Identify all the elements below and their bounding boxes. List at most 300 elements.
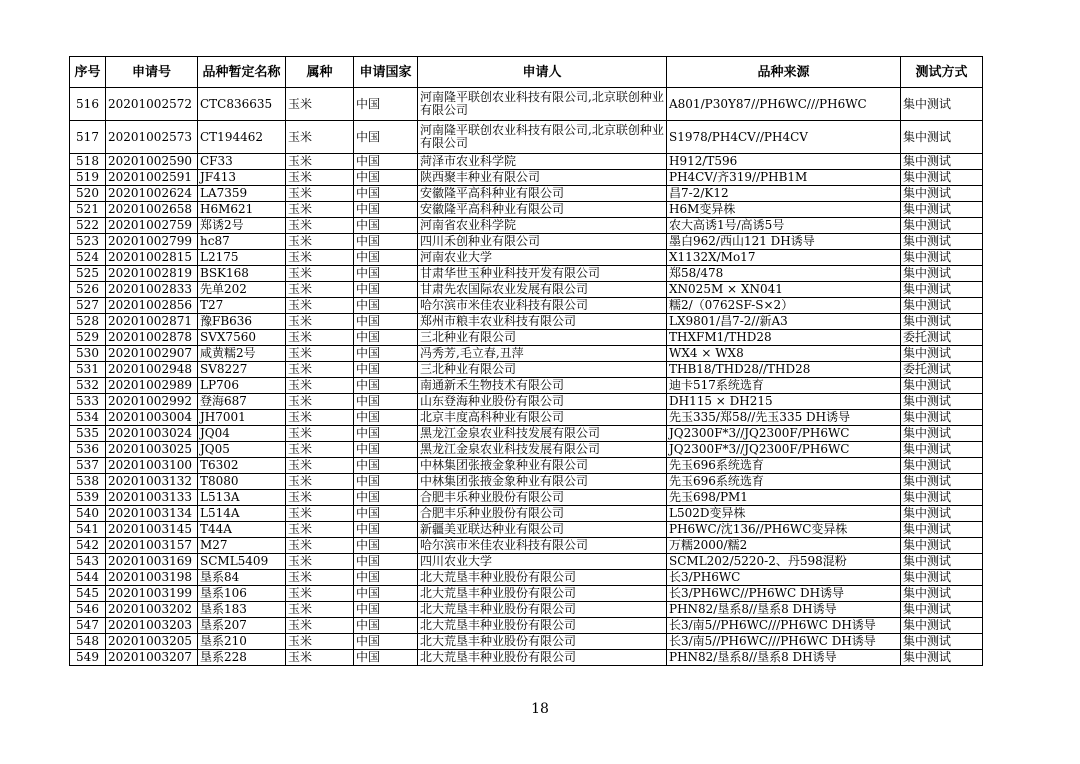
cell-genus: 玉米 <box>286 586 354 602</box>
cell-applicant: 合肥丰乐种业股份有限公司 <box>418 490 667 506</box>
cell-test-method: 集中测试 <box>901 602 983 618</box>
cell-seq: 546 <box>70 602 106 618</box>
cell-test-method: 集中测试 <box>901 442 983 458</box>
cell-genus: 玉米 <box>286 426 354 442</box>
cell-test-method: 集中测试 <box>901 234 983 250</box>
cell-genus: 玉米 <box>286 362 354 378</box>
cell-application-number: 20201003132 <box>106 474 198 490</box>
cell-country: 中国 <box>354 346 418 362</box>
cell-variety-name: T27 <box>198 298 286 314</box>
table-row <box>70 154 983 170</box>
cell-variety-source: 先玉335/郑58//先玉335 DH诱导 <box>667 410 901 426</box>
cell-country: 中国 <box>354 602 418 618</box>
cell-variety-source: THB18/THD28//THD28 <box>667 362 901 378</box>
cell-test-method: 集中测试 <box>901 186 983 202</box>
cell-application-number: 20201003199 <box>106 586 198 602</box>
cell-test-method: 集中测试 <box>901 266 983 282</box>
cell-applicant: 河南省农业科学院 <box>418 218 667 234</box>
cell-genus: 玉米 <box>286 234 354 250</box>
cell-test-method: 集中测试 <box>901 154 983 170</box>
cell-country: 中国 <box>354 298 418 314</box>
cell-test-method: 委托测试 <box>901 330 983 346</box>
cell-seq: 533 <box>70 394 106 410</box>
cell-variety-source: JQ2300F*3//JQ2300F/PH6WC <box>667 426 901 442</box>
header-country: 申请国家 <box>354 57 418 88</box>
table-row <box>70 88 983 121</box>
cell-seq: 548 <box>70 634 106 650</box>
cell-applicant: 山东登海种业股份有限公司 <box>418 394 667 410</box>
cell-genus: 玉米 <box>286 490 354 506</box>
cell-test-method: 集中测试 <box>901 378 983 394</box>
cell-genus: 玉米 <box>286 474 354 490</box>
table-row <box>70 186 983 202</box>
table-row <box>70 474 983 490</box>
cell-test-method: 委托测试 <box>901 362 983 378</box>
cell-country: 中国 <box>354 586 418 602</box>
cell-applicant: 黑龙江金泉农业科技发展有限公司 <box>418 442 667 458</box>
cell-applicant: 河南农业大学 <box>418 250 667 266</box>
cell-variety-name: SCML5409 <box>198 554 286 570</box>
cell-seq: 530 <box>70 346 106 362</box>
table-row <box>70 586 983 602</box>
cell-applicant: 甘肃华世玉种业科技开发有限公司 <box>418 266 667 282</box>
cell-application-number: 20201002624 <box>106 186 198 202</box>
cell-variety-source: 墨白962/西山121 DH诱导 <box>667 234 901 250</box>
cell-applicant: 北大荒垦丰种业股份有限公司 <box>418 570 667 586</box>
cell-application-number: 20201002819 <box>106 266 198 282</box>
cell-test-method: 集中测试 <box>901 282 983 298</box>
table-row <box>70 538 983 554</box>
cell-test-method: 集中测试 <box>901 202 983 218</box>
cell-applicant: 北大荒垦丰种业股份有限公司 <box>418 618 667 634</box>
cell-variety-source: 长3/南5//PH6WC///PH6WC DH诱导 <box>667 618 901 634</box>
cell-variety-source: 先玉696系统选育 <box>667 458 901 474</box>
cell-country: 中国 <box>354 394 418 410</box>
cell-country: 中国 <box>354 186 418 202</box>
cell-variety-source: 迪卡517系统选育 <box>667 378 901 394</box>
cell-country: 中国 <box>354 250 418 266</box>
table-row <box>70 442 983 458</box>
cell-seq: 527 <box>70 298 106 314</box>
cell-application-number: 20201003025 <box>106 442 198 458</box>
cell-applicant: 北大荒垦丰种业股份有限公司 <box>418 602 667 618</box>
cell-genus: 玉米 <box>286 458 354 474</box>
cell-variety-source: XN025M × XN041 <box>667 282 901 298</box>
cell-variety-source: 郑58/478 <box>667 266 901 282</box>
cell-applicant: 河南隆平联创农业科技有限公司,北京联创种业有限公司 <box>418 88 667 121</box>
cell-application-number: 20201002948 <box>106 362 198 378</box>
cell-seq: 531 <box>70 362 106 378</box>
cell-variety-name: 咸黄糯2号 <box>198 346 286 362</box>
cell-variety-name: L513A <box>198 490 286 506</box>
cell-application-number: 20201002572 <box>106 88 198 121</box>
cell-country: 中国 <box>354 490 418 506</box>
cell-seq: 537 <box>70 458 106 474</box>
table-row <box>70 346 983 362</box>
cell-genus: 玉米 <box>286 330 354 346</box>
cell-test-method: 集中测试 <box>901 618 983 634</box>
table-row <box>70 250 983 266</box>
cell-application-number: 20201002590 <box>106 154 198 170</box>
cell-applicant: 黑龙江金泉农业科技发展有限公司 <box>418 426 667 442</box>
cell-test-method: 集中测试 <box>901 554 983 570</box>
cell-variety-source: H6M变异株 <box>667 202 901 218</box>
table-row <box>70 458 983 474</box>
cell-variety-source: PHN82/垦系8//垦系8 DH诱导 <box>667 602 901 618</box>
cell-country: 中国 <box>354 88 418 121</box>
cell-seq: 521 <box>70 202 106 218</box>
cell-applicant: 北京丰度高科种业有限公司 <box>418 410 667 426</box>
cell-country: 中国 <box>354 458 418 474</box>
cell-genus: 玉米 <box>286 154 354 170</box>
cell-test-method: 集中测试 <box>901 650 983 666</box>
cell-variety-name: 郑诱2号 <box>198 218 286 234</box>
cell-applicant: 北大荒垦丰种业股份有限公司 <box>418 650 667 666</box>
cell-test-method: 集中测试 <box>901 570 983 586</box>
table-body <box>70 88 983 666</box>
cell-variety-source: 糯2/（0762SF-S×2） <box>667 298 901 314</box>
cell-applicant: 陕西聚丰种业有限公司 <box>418 170 667 186</box>
cell-genus: 玉米 <box>286 554 354 570</box>
cell-genus: 玉米 <box>286 266 354 282</box>
cell-applicant: 中林集团张掖金象种业有限公司 <box>418 474 667 490</box>
cell-genus: 玉米 <box>286 88 354 121</box>
table-row <box>70 490 983 506</box>
cell-seq: 525 <box>70 266 106 282</box>
cell-test-method: 集中测试 <box>901 394 983 410</box>
cell-test-method: 集中测试 <box>901 298 983 314</box>
table-row <box>70 298 983 314</box>
cell-seq: 543 <box>70 554 106 570</box>
cell-applicant: 四川禾创种业有限公司 <box>418 234 667 250</box>
cell-application-number: 20201002833 <box>106 282 198 298</box>
cell-country: 中国 <box>354 442 418 458</box>
cell-variety-name: JF413 <box>198 170 286 186</box>
cell-seq: 524 <box>70 250 106 266</box>
cell-variety-source: WX4 × WX8 <box>667 346 901 362</box>
cell-applicant: 哈尔滨市米佳农业科技有限公司 <box>418 538 667 554</box>
cell-genus: 玉米 <box>286 282 354 298</box>
cell-variety-name: CTC836635 <box>198 88 286 121</box>
table-row <box>70 394 983 410</box>
cell-test-method: 集中测试 <box>901 170 983 186</box>
cell-application-number: 20201002871 <box>106 314 198 330</box>
cell-country: 中国 <box>354 170 418 186</box>
cell-applicant: 安徽隆平高科种业有限公司 <box>418 186 667 202</box>
cell-seq: 544 <box>70 570 106 586</box>
cell-test-method: 集中测试 <box>901 410 983 426</box>
cell-variety-name: hc87 <box>198 234 286 250</box>
cell-test-method: 集中测试 <box>901 250 983 266</box>
cell-country: 中国 <box>354 634 418 650</box>
cell-country: 中国 <box>354 202 418 218</box>
cell-seq: 549 <box>70 650 106 666</box>
table-row <box>70 282 983 298</box>
cell-genus: 玉米 <box>286 602 354 618</box>
cell-application-number: 20201003202 <box>106 602 198 618</box>
cell-application-number: 20201002992 <box>106 394 198 410</box>
cell-country: 中国 <box>354 218 418 234</box>
cell-genus: 玉米 <box>286 202 354 218</box>
cell-seq: 522 <box>70 218 106 234</box>
cell-test-method: 集中测试 <box>901 634 983 650</box>
cell-seq: 535 <box>70 426 106 442</box>
cell-application-number: 20201003145 <box>106 522 198 538</box>
cell-genus: 玉米 <box>286 442 354 458</box>
cell-variety-name: JH7001 <box>198 410 286 426</box>
table-row <box>70 506 983 522</box>
table-row <box>70 121 983 154</box>
cell-variety-name: M27 <box>198 538 286 554</box>
cell-genus: 玉米 <box>286 650 354 666</box>
cell-application-number: 20201002878 <box>106 330 198 346</box>
cell-genus: 玉米 <box>286 121 354 154</box>
cell-applicant: 北大荒垦丰种业股份有限公司 <box>418 634 667 650</box>
cell-country: 中国 <box>354 618 418 634</box>
cell-variety-source: PHN82/垦系8//垦系8 DH诱导 <box>667 650 901 666</box>
cell-applicant: 河南隆平联创农业科技有限公司,北京联创种业有限公司 <box>418 121 667 154</box>
cell-application-number: 20201003024 <box>106 426 198 442</box>
cell-test-method: 集中测试 <box>901 458 983 474</box>
table-row <box>70 570 983 586</box>
table-row <box>70 618 983 634</box>
cell-seq: 517 <box>70 121 106 154</box>
cell-variety-name: 垦系84 <box>198 570 286 586</box>
cell-country: 中国 <box>354 554 418 570</box>
cell-seq: 536 <box>70 442 106 458</box>
cell-variety-source: 长3/南5//PH6WC///PH6WC DH诱导 <box>667 634 901 650</box>
cell-application-number: 20201002907 <box>106 346 198 362</box>
cell-variety-source: PH6WC/沈136//PH6WC变异株 <box>667 522 901 538</box>
cell-test-method: 集中测试 <box>901 490 983 506</box>
table-row <box>70 634 983 650</box>
cell-country: 中国 <box>354 234 418 250</box>
cell-variety-name: T8080 <box>198 474 286 490</box>
cell-test-method: 集中测试 <box>901 88 983 121</box>
cell-seq: 539 <box>70 490 106 506</box>
table-row <box>70 522 983 538</box>
cell-country: 中国 <box>354 506 418 522</box>
cell-country: 中国 <box>354 266 418 282</box>
cell-application-number: 20201003207 <box>106 650 198 666</box>
cell-variety-name: H6M621 <box>198 202 286 218</box>
cell-seq: 547 <box>70 618 106 634</box>
cell-application-number: 20201002591 <box>106 170 198 186</box>
cell-country: 中国 <box>354 426 418 442</box>
cell-genus: 玉米 <box>286 250 354 266</box>
cell-genus: 玉米 <box>286 186 354 202</box>
cell-test-method: 集中测试 <box>901 522 983 538</box>
cell-test-method: 集中测试 <box>901 426 983 442</box>
cell-variety-source: 长3/PH6WC <box>667 570 901 586</box>
cell-test-method: 集中测试 <box>901 474 983 490</box>
cell-applicant: 北大荒垦丰种业股份有限公司 <box>418 586 667 602</box>
header-source: 品种来源 <box>667 57 901 88</box>
cell-application-number: 20201003205 <box>106 634 198 650</box>
cell-applicant: 合肥丰乐种业股份有限公司 <box>418 506 667 522</box>
cell-variety-name: CT194462 <box>198 121 286 154</box>
cell-variety-source: JQ2300F*3//JQ2300F/PH6WC <box>667 442 901 458</box>
cell-application-number: 20201003198 <box>106 570 198 586</box>
cell-variety-name: 豫FB636 <box>198 314 286 330</box>
cell-country: 中国 <box>354 570 418 586</box>
cell-application-number: 20201002815 <box>106 250 198 266</box>
cell-applicant: 三北种业有限公司 <box>418 362 667 378</box>
cell-genus: 玉米 <box>286 314 354 330</box>
cell-application-number: 20201002658 <box>106 202 198 218</box>
cell-variety-source: LX9801/昌7-2//新A3 <box>667 314 901 330</box>
cell-application-number: 20201003157 <box>106 538 198 554</box>
cell-country: 中国 <box>354 154 418 170</box>
cell-variety-name: 垦系207 <box>198 618 286 634</box>
cell-application-number: 20201003134 <box>106 506 198 522</box>
cell-country: 中国 <box>354 282 418 298</box>
cell-seq: 518 <box>70 154 106 170</box>
cell-variety-name: 垦系106 <box>198 586 286 602</box>
cell-genus: 玉米 <box>286 410 354 426</box>
cell-application-number: 20201003004 <box>106 410 198 426</box>
cell-test-method: 集中测试 <box>901 314 983 330</box>
cell-variety-name: 垦系228 <box>198 650 286 666</box>
cell-applicant: 郑州市粮丰农业科技有限公司 <box>418 314 667 330</box>
cell-country: 中国 <box>354 410 418 426</box>
table-row <box>70 234 983 250</box>
cell-seq: 532 <box>70 378 106 394</box>
cell-variety-name: L514A <box>198 506 286 522</box>
cell-seq: 519 <box>70 170 106 186</box>
cell-genus: 玉米 <box>286 506 354 522</box>
cell-applicant: 菏泽市农业科学院 <box>418 154 667 170</box>
table-row <box>70 426 983 442</box>
cell-variety-name: L2175 <box>198 250 286 266</box>
cell-variety-source: DH115 × DH215 <box>667 394 901 410</box>
cell-seq: 540 <box>70 506 106 522</box>
cell-variety-source: THXFM1/THD28 <box>667 330 901 346</box>
cell-applicant: 中林集团张掖金象种业有限公司 <box>418 458 667 474</box>
cell-variety-source: 先玉698/PM1 <box>667 490 901 506</box>
cell-seq: 538 <box>70 474 106 490</box>
cell-seq: 523 <box>70 234 106 250</box>
cell-genus: 玉米 <box>286 170 354 186</box>
cell-variety-source: 长3/PH6WC//PH6WC DH诱导 <box>667 586 901 602</box>
cell-application-number: 20201002799 <box>106 234 198 250</box>
cell-seq: 526 <box>70 282 106 298</box>
table-row <box>70 218 983 234</box>
cell-applicant: 哈尔滨市米佳农业科技有限公司 <box>418 298 667 314</box>
cell-test-method: 集中测试 <box>901 218 983 234</box>
cell-seq: 542 <box>70 538 106 554</box>
cell-variety-name: LA7359 <box>198 186 286 202</box>
cell-variety-name: 登海687 <box>198 394 286 410</box>
table-row <box>70 330 983 346</box>
cell-seq: 545 <box>70 586 106 602</box>
table-row <box>70 362 983 378</box>
cell-applicant: 安徽隆平高科种业有限公司 <box>418 202 667 218</box>
cell-country: 中国 <box>354 314 418 330</box>
cell-seq: 516 <box>70 88 106 121</box>
cell-country: 中国 <box>354 330 418 346</box>
header-genus: 属种 <box>286 57 354 88</box>
cell-genus: 玉米 <box>286 218 354 234</box>
cell-variety-source: 万糯2000/糯2 <box>667 538 901 554</box>
cell-variety-name: 垦系210 <box>198 634 286 650</box>
cell-seq: 541 <box>70 522 106 538</box>
variety-table <box>69 56 983 666</box>
table-row <box>70 602 983 618</box>
table-row <box>70 266 983 282</box>
cell-variety-source: S1978/PH4CV//PH4CV <box>667 121 901 154</box>
cell-variety-source: L502D变异株 <box>667 506 901 522</box>
cell-test-method: 集中测试 <box>901 538 983 554</box>
cell-application-number: 20201003133 <box>106 490 198 506</box>
cell-country: 中国 <box>354 121 418 154</box>
cell-variety-name: SV8227 <box>198 362 286 378</box>
cell-variety-source: X1132X/Mo17 <box>667 250 901 266</box>
cell-applicant: 南通新禾生物技术有限公司 <box>418 378 667 394</box>
cell-variety-source: 昌7-2/K12 <box>667 186 901 202</box>
cell-country: 中国 <box>354 474 418 490</box>
cell-seq: 534 <box>70 410 106 426</box>
cell-genus: 玉米 <box>286 346 354 362</box>
cell-genus: 玉米 <box>286 378 354 394</box>
table-row <box>70 554 983 570</box>
table-row <box>70 202 983 218</box>
cell-seq: 529 <box>70 330 106 346</box>
cell-variety-name: SVX7560 <box>198 330 286 346</box>
cell-variety-name: T44A <box>198 522 286 538</box>
header-row <box>70 57 983 88</box>
cell-application-number: 20201003203 <box>106 618 198 634</box>
header-variety-name: 品种暂定名称 <box>198 57 286 88</box>
cell-genus: 玉米 <box>286 522 354 538</box>
cell-variety-source: 先玉696系统选育 <box>667 474 901 490</box>
cell-test-method: 集中测试 <box>901 121 983 154</box>
cell-test-method: 集中测试 <box>901 346 983 362</box>
cell-test-method: 集中测试 <box>901 506 983 522</box>
cell-test-method: 集中测试 <box>901 586 983 602</box>
cell-country: 中国 <box>354 362 418 378</box>
header-app-no: 申请号 <box>106 57 198 88</box>
cell-country: 中国 <box>354 378 418 394</box>
cell-applicant: 冯秀芳,毛立春,丑萍 <box>418 346 667 362</box>
header-test-method: 测试方式 <box>901 57 983 88</box>
cell-country: 中国 <box>354 538 418 554</box>
cell-application-number: 20201002759 <box>106 218 198 234</box>
cell-variety-name: BSK168 <box>198 266 286 282</box>
cell-applicant: 新疆美亚联达种业有限公司 <box>418 522 667 538</box>
cell-genus: 玉米 <box>286 570 354 586</box>
cell-variety-name: JQ05 <box>198 442 286 458</box>
cell-genus: 玉米 <box>286 298 354 314</box>
cell-variety-source: A801/P30Y87//PH6WC///PH6WC <box>667 88 901 121</box>
header-seq: 序号 <box>70 57 106 88</box>
cell-variety-name: LP706 <box>198 378 286 394</box>
cell-seq: 528 <box>70 314 106 330</box>
cell-application-number: 20201002573 <box>106 121 198 154</box>
header-applicant: 申请人 <box>418 57 667 88</box>
cell-variety-source: 农大高诱1号/高诱5号 <box>667 218 901 234</box>
cell-applicant: 甘肃先农国际农业发展有限公司 <box>418 282 667 298</box>
cell-country: 中国 <box>354 650 418 666</box>
table-row <box>70 170 983 186</box>
cell-variety-name: CF33 <box>198 154 286 170</box>
cell-applicant: 三北种业有限公司 <box>418 330 667 346</box>
cell-variety-source: H912/T596 <box>667 154 901 170</box>
cell-seq: 520 <box>70 186 106 202</box>
cell-genus: 玉米 <box>286 618 354 634</box>
table-row <box>70 650 983 666</box>
cell-applicant: 四川农业大学 <box>418 554 667 570</box>
